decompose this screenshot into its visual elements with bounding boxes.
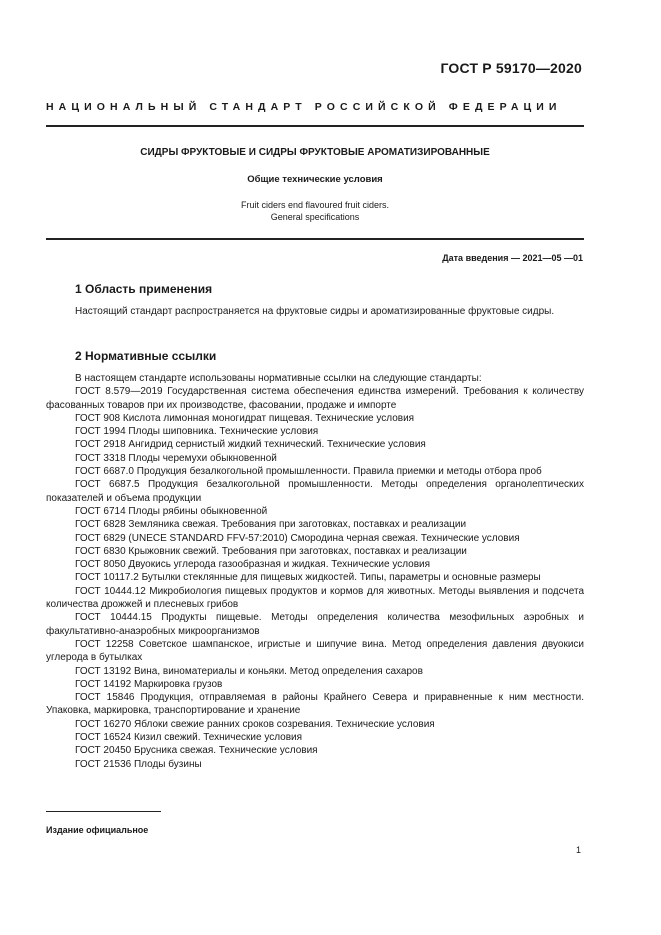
reference-item: ГОСТ 6714 Плоды рябины обыкновенной [75,505,268,517]
reference-item: ГОСТ 14192 Маркировка грузов [75,678,223,690]
document-title: СИДРЫ ФРУКТОВЫЕ И СИДРЫ ФРУКТОВЫЕ АРОМАТИЗИРОВАННЫЕ [140,147,490,158]
reference-item: ГОСТ 8.579—2019 Государственная система обеспечения единства измерений. Требования к количеству фасованных товаров при их производстве, фасовании, продаже и импорте [46,386,584,411]
reference-item: ГОСТ 10444.15 Продукты пищевые. Методы определения количества мезофильных аэробных и факультативно-анаэробных микроорганизмов [46,612,584,637]
document-subtitle: Общие технические условия [247,174,383,185]
reference-item: ГОСТ 6687.5 Продукция безалкогольной промышленности. Методы определения органолептических показателей и объема продукции [46,479,584,504]
english-subtitle: General specifications [270,212,360,222]
reference-item: ГОСТ 20450 Брусника свежая. Технические условия [75,745,318,757]
section-2-heading: 2 Нормативные ссылки [75,349,217,363]
reference-item: ГОСТ 6829 (UNECE STANDARD FFV-57:2010) Смородина черная свежая. Технические условия [75,532,520,544]
official-edition-label: Издание официальное [46,825,149,835]
introduction-date: Дата введения — 2021—05 —01 [442,253,583,263]
reference-item: ГОСТ 3318 Плоды черемухи обыкновенной [75,452,277,464]
references-list [46,372,584,771]
title-divider [46,238,584,240]
reference-item: ГОСТ 6687.0 Продукция безалкогольной промышленности. Правила приемки и методы отбора проб [75,466,542,478]
document-code: ГОСТ Р 59170—2020 [440,60,582,76]
reference-item: ГОСТ 21536 Плоды бузины [75,758,202,770]
reference-item: ГОСТ 6828 Земляника свежая. Требования при заготовках, поставках и реализации [75,519,467,531]
reference-item: ГОСТ 10444.12 Микробиология пищевых продуктов и кормов для животных. Методы выявления и подсчета количества дрожжей и плесневых грибов [46,585,584,611]
section-1-heading: 1 Область применения [75,282,213,296]
references-intro: В настоящем стандарте использованы нормативные ссылки на следующие стандарты: [75,373,482,384]
section-1-text: Настоящий стандарт распространяется на фруктовые сидры и ароматизированные фруктовые сидры. [75,306,555,317]
footer-divider [46,811,161,812]
reference-item: ГОСТ 1994 Плоды шиповника. Технические условия [75,426,319,438]
top-divider [46,125,584,127]
page-number: 1 [575,845,581,855]
reference-item: ГОСТ 6830 Крыжовник свежий. Требования при заготовках, поставках и реализации [75,545,467,557]
reference-item: ГОСТ 10117.2 Бутылки стеклянные для пищевых жидкостей. Типы, параметры и основные размеры [75,572,541,584]
reference-item: ГОСТ 908 Кислота лимонная моногидрат пищевая. Технические условия [75,412,415,424]
reference-item: ГОСТ 15846 Продукция, отправляемая в районы Крайнего Севера и приравненные к ним местности. Упаковка, маркировка, транспортирование и хранение [46,692,584,717]
reference-item: ГОСТ 13192 Вина, виноматериалы и коньяки. Метод определения сахаров [75,665,423,677]
reference-item: ГОСТ 2918 Ангидрид сернистый жидкий технический. Технические условия [75,439,426,451]
english-title: Fruit ciders end flavoured fruit ciders. [240,200,390,210]
reference-item: ГОСТ 16524 Кизил свежий. Технические условия [75,732,303,744]
reference-item: ГОСТ 16270 Яблоки свежие ранних сроков созревания. Технические условия [75,718,435,730]
reference-item: ГОСТ 12258 Советское шампанское, игристые и шипучие вина. Метод определения давления двуокиси углерода в бутылках [46,638,584,664]
national-standard-heading: НАЦИОНАЛЬНЫЙ СТАНДАРТ РОССИЙСКОЙ ФЕДЕРАЦИИ [46,101,562,113]
reference-item: ГОСТ 8050 Двуокись углерода газообразная и жидкая. Технические условия [75,559,431,571]
